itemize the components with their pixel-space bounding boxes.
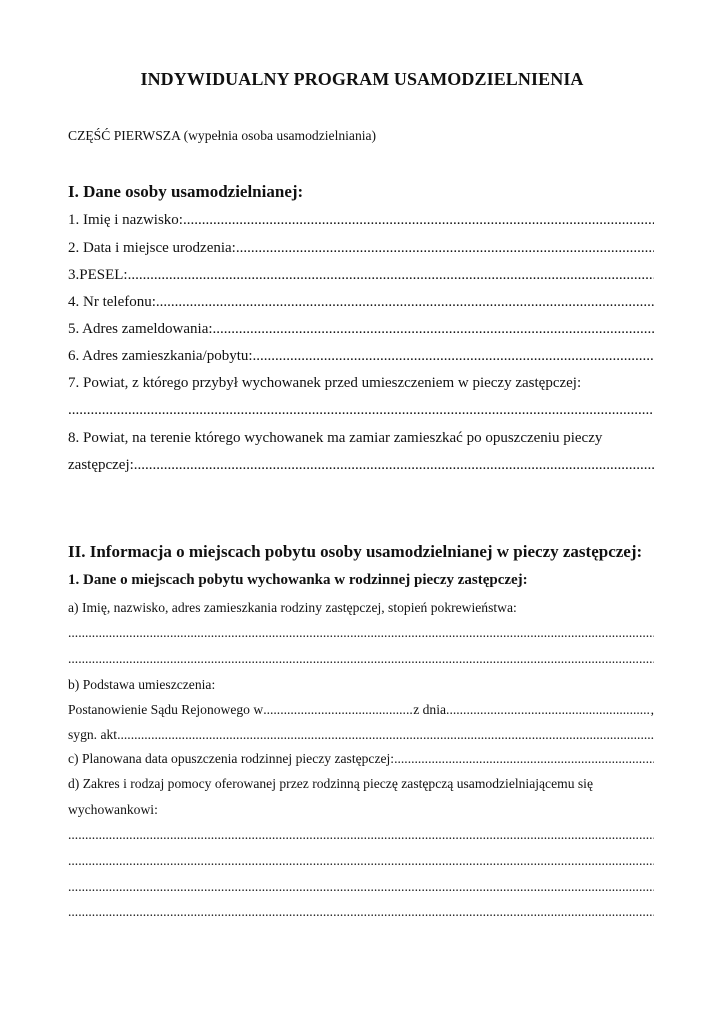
b-comma: , (650, 702, 654, 717)
q8-label: 8. Powiat, na terenie którego wychowanek ma zamiar zamieszkać po opuszczeniu pieczy (68, 430, 603, 446)
d-answer-4[interactable] (68, 904, 654, 920)
field-residence-address-label: 6. Adres zamieszkania/pobytu: (68, 348, 253, 364)
a-answer-2[interactable] (68, 651, 654, 667)
fill-dots (128, 267, 654, 284)
field-phone-label: 4. Nr telefonu: (68, 294, 156, 310)
fill-dots (68, 402, 654, 419)
section-2-subheading: 1. Dane o miejscach pobytu wychowanka w rodzinnej pieczy zastępczej: (68, 572, 528, 588)
q7-label: 7. Powiat, z którego przybył wychowanek przed umieszczeniem w pieczy zastępczej: (68, 375, 582, 391)
court-dots (263, 702, 413, 718)
q8-label-cont: zastępczej: (68, 457, 134, 473)
d-label-cont: wychowankowi: (68, 802, 158, 817)
fill-dots (236, 240, 654, 257)
b-label: b) Podstawa umieszczenia: (68, 677, 216, 692)
field-phone[interactable] (68, 294, 654, 311)
field-birth-label: 2. Data i miejsce urodzenia: (68, 240, 236, 256)
b-court-line[interactable] (68, 702, 654, 718)
fill-dots (68, 853, 654, 869)
d-answer-2[interactable] (68, 853, 654, 869)
field-residence-address[interactable] (68, 348, 654, 365)
fill-dots (156, 294, 654, 311)
b-court-label: Postanowienie Sądu Rejonowego w (68, 702, 264, 717)
field-pesel[interactable] (68, 267, 654, 284)
fill-dots (213, 321, 654, 338)
section-2-heading: II. Informacja o miejscach pobytu osoby usamodzielnianej w pieczy zastępczej: (68, 542, 643, 561)
b-date-label: z dnia (413, 702, 447, 717)
c-label: c) Planowana data opuszczenia rodzinnej pieczy zastępczej: (68, 751, 395, 766)
part-label: CZĘŚĆ PIERWSZA (wypełnia osoba usamodzielniania) (68, 128, 377, 143)
fill-dots (68, 651, 654, 667)
document-title: INDYWIDUALNY PROGRAM USAMODZIELNIENIA (140, 69, 584, 89)
b-sygn-line[interactable] (68, 727, 654, 743)
q7-answer[interactable] (68, 402, 654, 419)
q8-answer[interactable] (68, 457, 654, 474)
fill-dots (68, 625, 654, 641)
field-registered-address-label: 5. Adres zameldowania: (68, 321, 213, 337)
fill-dots (68, 827, 654, 843)
fill-dots (394, 751, 654, 767)
field-pesel-label: 3.PESEL: (68, 267, 128, 283)
fill-dots (183, 212, 654, 229)
a-label: a) Imię, nazwisko, adres zamieszkania rodziny zastępczej, stopień pokrewieństwa: (68, 600, 517, 615)
d-answer-3[interactable] (68, 879, 654, 895)
c-line[interactable] (68, 751, 654, 767)
field-name[interactable] (68, 212, 654, 229)
b-sygn-label: sygn. akt (68, 727, 118, 742)
section-1-heading: I. Dane osoby usamodzielnianej: (68, 182, 304, 201)
field-name-label: 1. Imię i nazwisko: (68, 212, 183, 228)
field-registered-address[interactable] (68, 321, 654, 338)
fill-dots (117, 727, 654, 743)
date-dots (446, 702, 651, 718)
d-answer-1[interactable] (68, 827, 654, 843)
a-answer-1[interactable] (68, 625, 654, 641)
fill-dots (68, 904, 654, 920)
fill-dots (68, 879, 654, 895)
fill-dots (134, 457, 654, 474)
d-label: d) Zakres i rodzaj pomocy oferowanej przez rodzinną pieczę zastępczą usamodzielniającemu się (68, 776, 593, 791)
field-birth[interactable] (68, 240, 654, 257)
fill-dots (253, 348, 654, 365)
